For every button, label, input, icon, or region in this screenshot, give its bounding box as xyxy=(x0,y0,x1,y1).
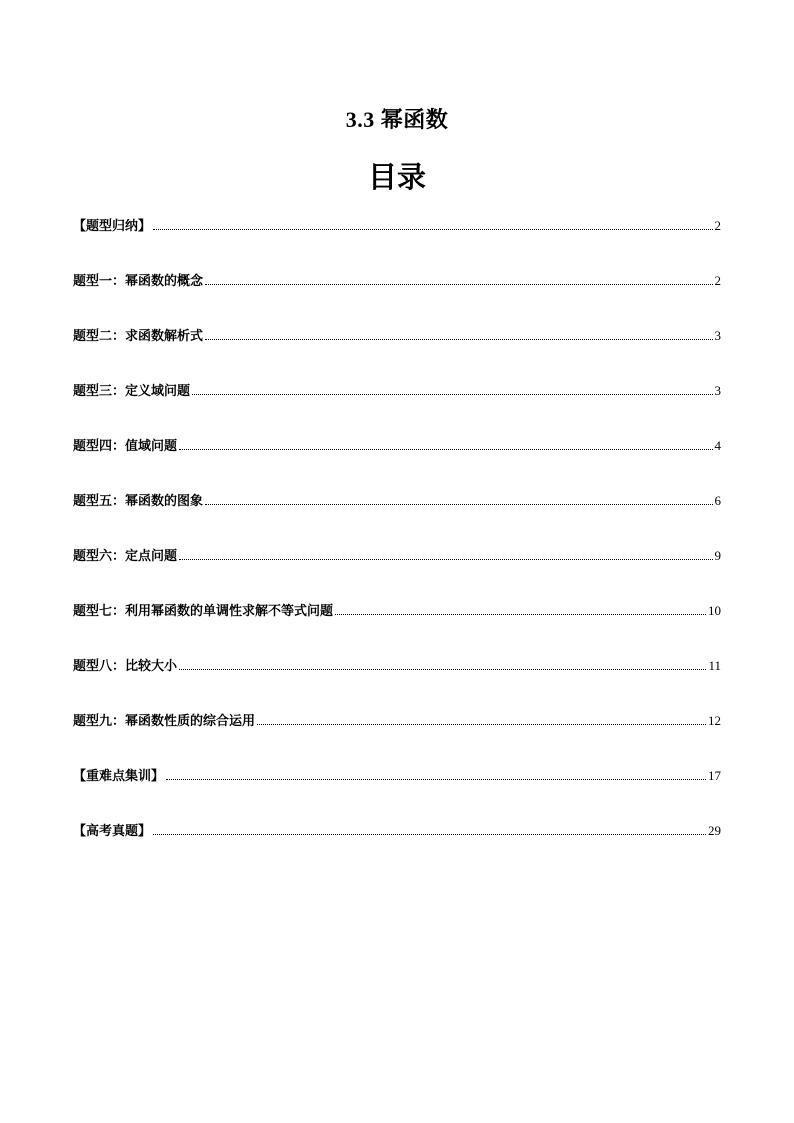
toc-entry-page: 12 xyxy=(708,713,721,728)
toc-entry-label: 题型四：值域问题 xyxy=(73,439,178,454)
toc-entry-type-4[interactable] xyxy=(73,433,721,488)
toc-entry-label: 【重难点集训】 xyxy=(73,769,165,784)
toc-entry-type-3[interactable] xyxy=(73,378,721,433)
dot-leader xyxy=(192,393,712,395)
toc-entry-page: 6 xyxy=(714,493,721,508)
toc-entry-type-9[interactable] xyxy=(73,708,721,763)
toc-entry-type-7[interactable] xyxy=(73,598,721,653)
toc-entry-page: 2 xyxy=(714,273,721,288)
dot-leader xyxy=(179,668,706,670)
toc-entry-summary[interactable] xyxy=(73,213,721,268)
toc-entry-page: 17 xyxy=(708,768,721,783)
toc-entry-type-6[interactable] xyxy=(73,543,721,598)
toc-entry-page: 4 xyxy=(714,438,721,453)
dot-leader xyxy=(166,778,706,780)
dot-leader xyxy=(257,723,706,725)
toc-entry-page: 3 xyxy=(714,328,721,343)
toc-entry-label: 【题型归纳】 xyxy=(73,219,152,234)
toc-entry-type-2[interactable] xyxy=(73,323,721,378)
toc-entry-label: 题型三：定义域问题 xyxy=(73,384,191,399)
toc-entry-type-8[interactable] xyxy=(73,653,721,708)
toc-entry-page: 2 xyxy=(714,218,721,233)
dot-leader xyxy=(205,283,712,285)
toc-entry-label: 【高考真题】 xyxy=(73,824,152,839)
document-title: 3.3 幂函数 xyxy=(345,107,449,132)
toc-entry-page: 11 xyxy=(708,658,721,673)
dot-leader xyxy=(205,503,712,505)
toc-entry-label: 题型五：幂函数的图象 xyxy=(73,494,204,509)
dot-leader xyxy=(153,833,706,835)
toc-entry-exam-questions[interactable] xyxy=(73,818,721,873)
toc-heading: 目录 xyxy=(367,160,426,194)
toc-entry-label: 题型七：利用幂函数的单调性求解不等式问题 xyxy=(73,604,334,619)
dot-leader xyxy=(205,338,712,340)
toc-entry-page: 9 xyxy=(714,548,721,563)
toc-entry-type-5[interactable] xyxy=(73,488,721,543)
toc-entry-page: 29 xyxy=(708,823,721,838)
dot-leader xyxy=(179,448,712,450)
toc-entry-label: 题型六：定点问题 xyxy=(73,549,178,564)
toc-entry-type-1[interactable] xyxy=(73,268,721,323)
dot-leader xyxy=(153,228,712,230)
toc-entry-page: 10 xyxy=(708,603,721,618)
toc-entry-label: 题型二：求函数解析式 xyxy=(73,329,204,344)
toc-entry-page: 3 xyxy=(714,383,721,398)
toc-entry-label: 题型八：比较大小 xyxy=(73,659,178,674)
dot-leader xyxy=(335,613,706,615)
dot-leader xyxy=(179,558,712,560)
table-of-contents xyxy=(73,213,721,873)
toc-entry-key-training[interactable] xyxy=(73,763,721,818)
toc-entry-label: 题型一：幂函数的概念 xyxy=(73,274,204,289)
toc-entry-label: 题型九：幂函数性质的综合运用 xyxy=(73,714,256,729)
